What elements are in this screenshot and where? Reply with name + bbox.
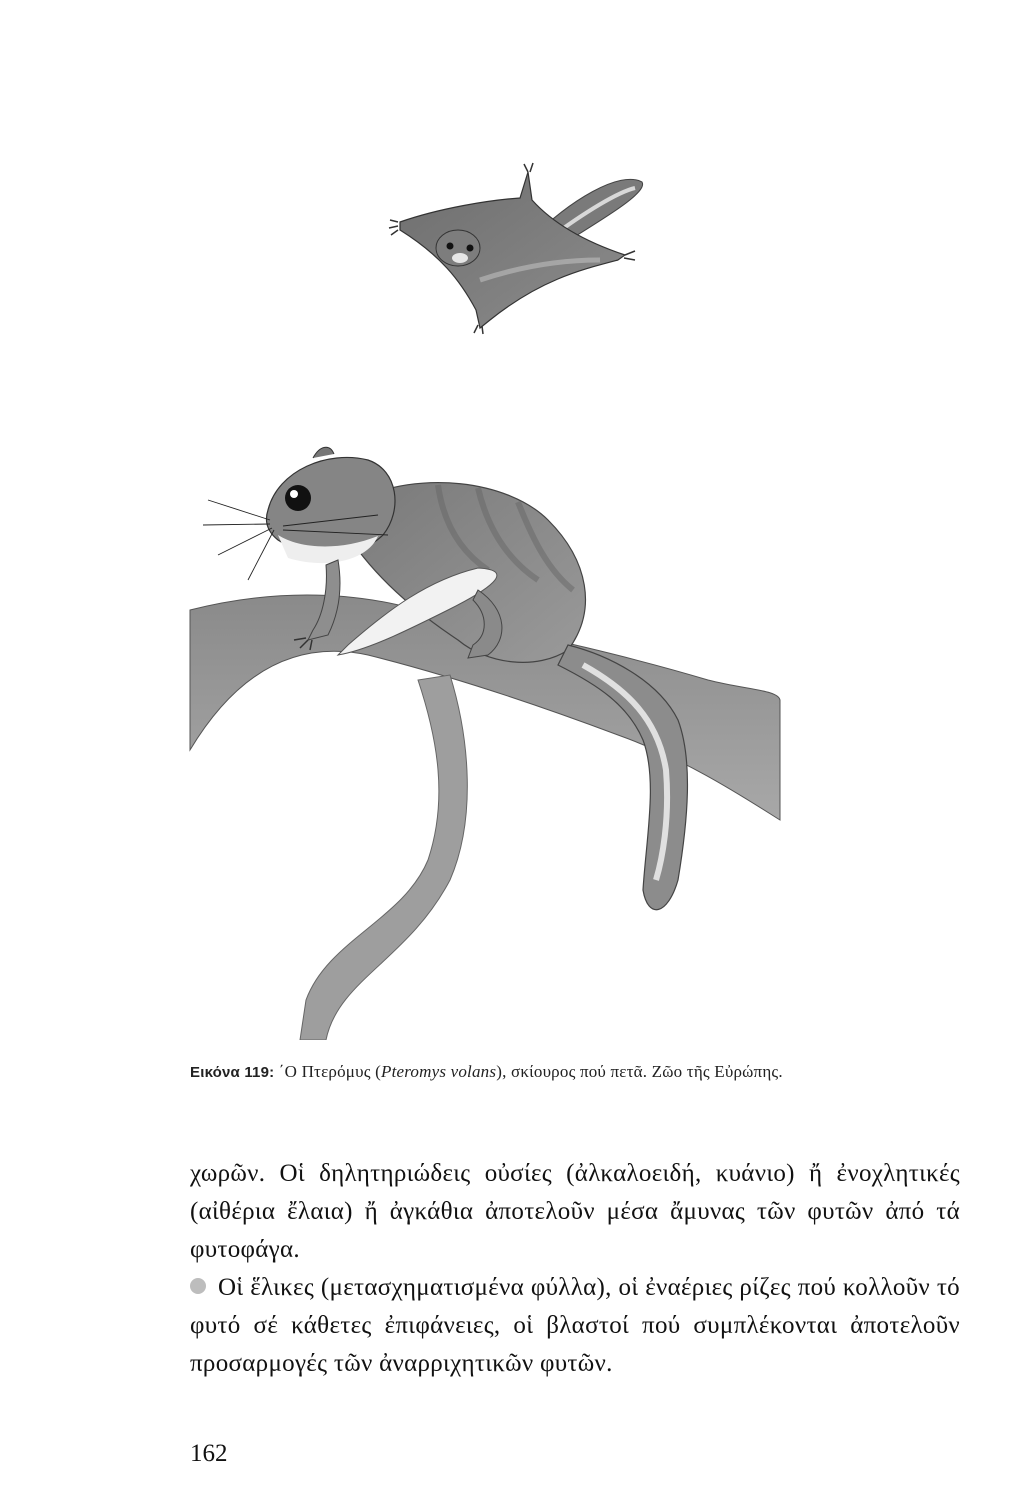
figure-label: Εικόνα 119: [190,1064,275,1081]
body-text [190,1155,960,1383]
paragraph-2-container [190,1269,960,1383]
caption-text-after: ), σκίουρος πού πετᾶ. Ζῶο τῆς Εὐρώπης. [496,1062,783,1081]
caption-text-before: ΄Ο Πτερόμυς ( [274,1062,381,1081]
flying-squirrel-gliding-illustration [380,160,650,335]
bullet-dot-icon [190,1278,206,1294]
figure-caption [190,1062,910,1082]
flying-squirrel-on-branch-illustration [188,440,788,1040]
species-latin-name: Pteromys volans [380,1062,497,1081]
paragraph-2: Οἱ ἕλικες (μετασχηματισμένα φύλλα), οἱ ἐναέριες ρίζες πού κολλοῦν τό φυτό σέ κάθετες ἐπιφάνειες, οἱ βλαστοί πού συμπλέκονται ἀποτελοῦν προσαρμογές τῶν ἀναρριχητικῶν φυτῶν. [190,1274,960,1377]
paragraph-1: χωρῶν. Οἱ δηλητηριώδεις οὐσίες (ἀλκαλοειδή, κυάνιο) ἤ ἐνοχλητικές (αἰθέρια ἔλαια) ἤ ἀγκάθια ἀποτελοῦν μέσα ἄμυνας τῶν φυτῶν ἀπό τά φυτοφάγα. [190,1160,960,1263]
page-number: 162 [190,1440,228,1467]
